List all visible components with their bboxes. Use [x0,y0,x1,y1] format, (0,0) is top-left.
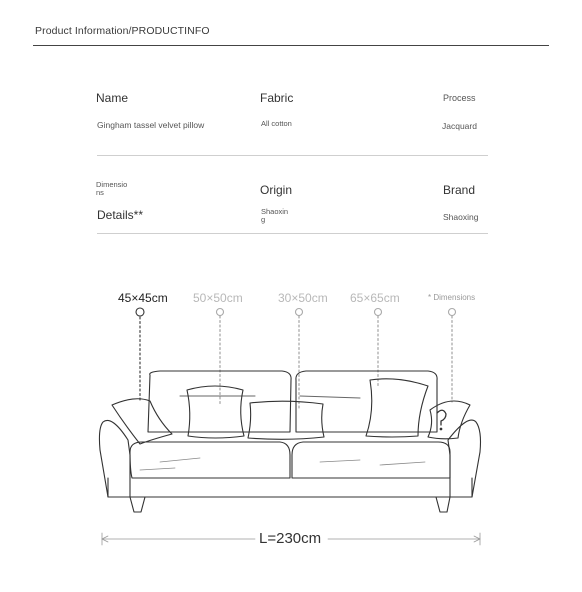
size-option-30x50[interactable]: 30×50cm [278,291,328,305]
size-option-45x45[interactable]: 45×45cm [118,291,168,305]
dimensions-label: Dimensions [96,180,128,197]
size-option-65x65[interactable]: 65×65cm [350,291,400,305]
marker-note [449,309,456,316]
dimensions-note: * Dimensions [428,293,476,302]
brand-value: Shaoxing [443,212,479,222]
process-label: Process [443,93,476,103]
page-header-title: Product Information/PRODUCTINFO [35,25,210,37]
marker-65x65 [375,309,382,316]
sofa-length-label: L=230cm [259,530,322,547]
name-label: Name [96,91,129,105]
fabric-value: All cotton [261,119,292,128]
process-value: Jacquard [442,121,477,131]
brand-label: Brand [443,183,476,197]
marker-30x50 [296,309,303,316]
details-label: Details** [97,208,144,222]
name-value: Gingham tassel velvet pillow [97,120,205,130]
origin-value: Shaoxing [261,207,289,224]
marker-45x45 [136,308,144,316]
marker-50x50 [217,309,224,316]
size-option-50x50[interactable]: 50×50cm [193,291,243,305]
fabric-label: Fabric [260,91,294,105]
origin-label: Origin [260,183,293,197]
